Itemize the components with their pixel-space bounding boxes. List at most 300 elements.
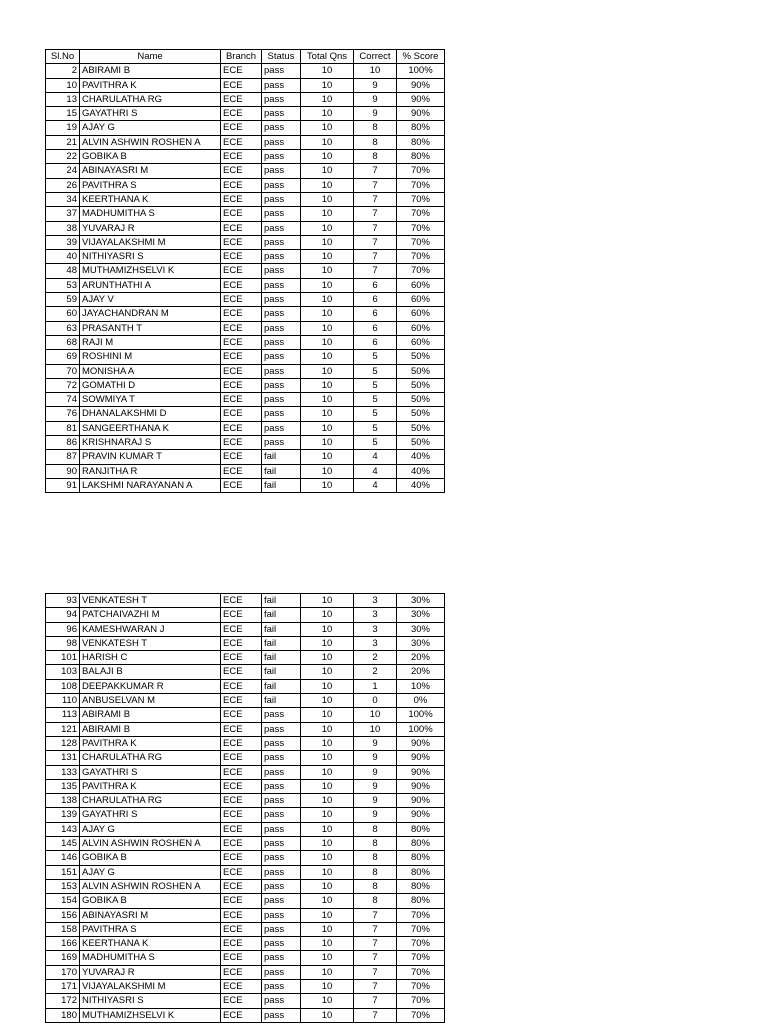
cell-name: PATCHAIVAZHI M xyxy=(80,608,221,622)
cell-score: 30% xyxy=(397,608,445,622)
cell-name: CHARULATHA RG xyxy=(80,794,221,808)
cell-score: 10% xyxy=(397,679,445,693)
cell-total-qns: 10 xyxy=(301,736,354,750)
cell-total-qns: 10 xyxy=(301,264,354,278)
cell-total-qns: 10 xyxy=(301,150,354,164)
cell-branch: ECE xyxy=(221,894,262,908)
cell-score: 80% xyxy=(397,851,445,865)
cell-total-qns: 10 xyxy=(301,851,354,865)
cell-name: GOMATHI D xyxy=(80,378,221,392)
table-row xyxy=(46,321,445,335)
cell-score: 80% xyxy=(397,150,445,164)
cell-branch: ECE xyxy=(221,594,262,608)
cell-sl-no: 15 xyxy=(46,107,80,121)
cell-score: 20% xyxy=(397,665,445,679)
cell-sl-no: 70 xyxy=(46,364,80,378)
cell-sl-no: 166 xyxy=(46,937,80,951)
cell-branch: ECE xyxy=(221,307,262,321)
cell-total-qns: 10 xyxy=(301,608,354,622)
cell-sl-no: 103 xyxy=(46,665,80,679)
cell-total-qns: 10 xyxy=(301,894,354,908)
cell-score: 70% xyxy=(397,235,445,249)
cell-sl-no: 68 xyxy=(46,335,80,349)
cell-name: YUVARAJ R xyxy=(80,221,221,235)
cell-branch: ECE xyxy=(221,879,262,893)
cell-score: 90% xyxy=(397,78,445,92)
cell-score: 70% xyxy=(397,994,445,1008)
table-row xyxy=(46,307,445,321)
cell-name: PAVITHRA S xyxy=(80,178,221,192)
cell-sl-no: 93 xyxy=(46,594,80,608)
header-status: Status xyxy=(262,50,301,64)
cell-sl-no: 34 xyxy=(46,192,80,206)
cell-status: pass xyxy=(262,364,301,378)
cell-correct: 5 xyxy=(354,393,397,407)
cell-correct: 1 xyxy=(354,679,397,693)
cell-status: pass xyxy=(262,421,301,435)
cell-correct: 10 xyxy=(354,64,397,78)
cell-correct: 7 xyxy=(354,951,397,965)
cell-correct: 6 xyxy=(354,307,397,321)
cell-total-qns: 10 xyxy=(301,965,354,979)
cell-name: ABIRAMI B xyxy=(80,64,221,78)
cell-sl-no: 146 xyxy=(46,851,80,865)
cell-correct: 8 xyxy=(354,822,397,836)
cell-status: pass xyxy=(262,150,301,164)
table-row xyxy=(46,665,445,679)
cell-sl-no: 180 xyxy=(46,1008,80,1022)
cell-score: 80% xyxy=(397,822,445,836)
cell-sl-no: 98 xyxy=(46,636,80,650)
cell-score: 20% xyxy=(397,651,445,665)
cell-correct: 7 xyxy=(354,192,397,206)
cell-sl-no: 37 xyxy=(46,207,80,221)
cell-branch: ECE xyxy=(221,478,262,492)
cell-correct: 6 xyxy=(354,321,397,335)
cell-name: GOBIKA B xyxy=(80,894,221,908)
cell-sl-no: 39 xyxy=(46,235,80,249)
cell-status: pass xyxy=(262,822,301,836)
cell-status: fail xyxy=(262,636,301,650)
cell-name: GAYATHRI S xyxy=(80,765,221,779)
cell-branch: ECE xyxy=(221,822,262,836)
cell-total-qns: 10 xyxy=(301,178,354,192)
cell-branch: ECE xyxy=(221,264,262,278)
cell-status: pass xyxy=(262,250,301,264)
cell-score: 70% xyxy=(397,207,445,221)
cell-sl-no: 74 xyxy=(46,393,80,407)
cell-status: fail xyxy=(262,622,301,636)
cell-branch: ECE xyxy=(221,207,262,221)
cell-total-qns: 10 xyxy=(301,937,354,951)
cell-status: pass xyxy=(262,894,301,908)
header-total-qns: Total Qns xyxy=(301,50,354,64)
cell-branch: ECE xyxy=(221,679,262,693)
cell-total-qns: 10 xyxy=(301,235,354,249)
cell-correct: 5 xyxy=(354,421,397,435)
cell-score: 50% xyxy=(397,378,445,392)
cell-status: pass xyxy=(262,879,301,893)
cell-status: fail xyxy=(262,665,301,679)
cell-name: ARUNTHATHI A xyxy=(80,278,221,292)
table-row xyxy=(46,393,445,407)
cell-status: pass xyxy=(262,135,301,149)
cell-branch: ECE xyxy=(221,736,262,750)
cell-status: pass xyxy=(262,751,301,765)
table-row xyxy=(46,937,445,951)
cell-sl-no: 40 xyxy=(46,250,80,264)
cell-sl-no: 53 xyxy=(46,278,80,292)
cell-status: pass xyxy=(262,278,301,292)
cell-score: 30% xyxy=(397,622,445,636)
table-row xyxy=(46,464,445,478)
cell-branch: ECE xyxy=(221,837,262,851)
cell-status: pass xyxy=(262,837,301,851)
cell-score: 90% xyxy=(397,736,445,750)
cell-status: pass xyxy=(262,407,301,421)
cell-total-qns: 10 xyxy=(301,393,354,407)
cell-sl-no: 48 xyxy=(46,264,80,278)
cell-branch: ECE xyxy=(221,378,262,392)
cell-total-qns: 10 xyxy=(301,192,354,206)
table-row xyxy=(46,980,445,994)
cell-score: 50% xyxy=(397,350,445,364)
cell-score: 100% xyxy=(397,722,445,736)
cell-total-qns: 10 xyxy=(301,207,354,221)
cell-sl-no: 143 xyxy=(46,822,80,836)
cell-branch: ECE xyxy=(221,293,262,307)
cell-score: 70% xyxy=(397,1008,445,1022)
cell-branch: ECE xyxy=(221,665,262,679)
cell-score: 80% xyxy=(397,135,445,149)
cell-status: pass xyxy=(262,436,301,450)
cell-branch: ECE xyxy=(221,278,262,292)
cell-score: 70% xyxy=(397,164,445,178)
cell-sl-no: 153 xyxy=(46,879,80,893)
cell-sl-no: 90 xyxy=(46,464,80,478)
table-row xyxy=(46,879,445,893)
table-row xyxy=(46,150,445,164)
cell-total-qns: 10 xyxy=(301,951,354,965)
cell-name: HARISH C xyxy=(80,651,221,665)
cell-branch: ECE xyxy=(221,321,262,335)
cell-total-qns: 10 xyxy=(301,980,354,994)
cell-sl-no: 154 xyxy=(46,894,80,908)
header-branch: Branch xyxy=(221,50,262,64)
cell-total-qns: 10 xyxy=(301,478,354,492)
cell-score: 60% xyxy=(397,307,445,321)
cell-name: KEERTHANA K xyxy=(80,937,221,951)
table-row xyxy=(46,951,445,965)
table-row xyxy=(46,350,445,364)
cell-branch: ECE xyxy=(221,922,262,936)
cell-status: pass xyxy=(262,908,301,922)
cell-total-qns: 10 xyxy=(301,278,354,292)
cell-correct: 7 xyxy=(354,994,397,1008)
cell-name: GAYATHRI S xyxy=(80,808,221,822)
cell-name: BALAJI B xyxy=(80,665,221,679)
cell-sl-no: 131 xyxy=(46,751,80,765)
cell-total-qns: 10 xyxy=(301,822,354,836)
cell-status: pass xyxy=(262,994,301,1008)
cell-branch: ECE xyxy=(221,908,262,922)
cell-status: pass xyxy=(262,335,301,349)
cell-correct: 7 xyxy=(354,164,397,178)
header-score: % Score xyxy=(397,50,445,64)
cell-sl-no: 170 xyxy=(46,965,80,979)
cell-score: 80% xyxy=(397,894,445,908)
cell-sl-no: 133 xyxy=(46,765,80,779)
cell-total-qns: 10 xyxy=(301,321,354,335)
cell-name: NITHIYASRI S xyxy=(80,994,221,1008)
cell-name: AJAY G xyxy=(80,822,221,836)
cell-correct: 6 xyxy=(354,335,397,349)
cell-total-qns: 10 xyxy=(301,636,354,650)
cell-name: RAJI M xyxy=(80,335,221,349)
cell-correct: 9 xyxy=(354,92,397,106)
results-table-1 xyxy=(45,49,445,493)
table-row xyxy=(46,594,445,608)
cell-score: 70% xyxy=(397,250,445,264)
cell-branch: ECE xyxy=(221,421,262,435)
cell-status: pass xyxy=(262,121,301,135)
cell-sl-no: 156 xyxy=(46,908,80,922)
cell-correct: 7 xyxy=(354,908,397,922)
cell-status: pass xyxy=(262,708,301,722)
cell-total-qns: 10 xyxy=(301,350,354,364)
header-row xyxy=(46,50,445,64)
cell-name: NITHIYASRI S xyxy=(80,250,221,264)
cell-status: pass xyxy=(262,951,301,965)
cell-correct: 8 xyxy=(354,121,397,135)
cell-name: ABIRAMI B xyxy=(80,722,221,736)
cell-score: 0% xyxy=(397,694,445,708)
cell-total-qns: 10 xyxy=(301,464,354,478)
cell-branch: ECE xyxy=(221,794,262,808)
cell-total-qns: 10 xyxy=(301,922,354,936)
cell-branch: ECE xyxy=(221,250,262,264)
cell-total-qns: 10 xyxy=(301,708,354,722)
cell-score: 70% xyxy=(397,965,445,979)
table-2-body xyxy=(46,594,445,1023)
cell-sl-no: 172 xyxy=(46,994,80,1008)
cell-status: pass xyxy=(262,164,301,178)
cell-correct: 9 xyxy=(354,736,397,750)
cell-branch: ECE xyxy=(221,951,262,965)
cell-sl-no: 10 xyxy=(46,78,80,92)
cell-branch: ECE xyxy=(221,851,262,865)
cell-name: VIJAYALAKSHMI M xyxy=(80,980,221,994)
cell-branch: ECE xyxy=(221,808,262,822)
cell-status: pass xyxy=(262,937,301,951)
cell-score: 90% xyxy=(397,808,445,822)
cell-branch: ECE xyxy=(221,121,262,135)
cell-score: 60% xyxy=(397,293,445,307)
cell-total-qns: 10 xyxy=(301,221,354,235)
cell-score: 30% xyxy=(397,636,445,650)
cell-name: GOBIKA B xyxy=(80,150,221,164)
cell-branch: ECE xyxy=(221,622,262,636)
cell-name: MUTHAMIZHSELVI K xyxy=(80,1008,221,1022)
table-row xyxy=(46,779,445,793)
cell-status: pass xyxy=(262,350,301,364)
cell-sl-no: 138 xyxy=(46,794,80,808)
cell-correct: 9 xyxy=(354,107,397,121)
cell-score: 60% xyxy=(397,335,445,349)
cell-name: DHANALAKSHMI D xyxy=(80,407,221,421)
cell-correct: 3 xyxy=(354,608,397,622)
table-row xyxy=(46,278,445,292)
table-row xyxy=(46,908,445,922)
cell-score: 70% xyxy=(397,980,445,994)
table-row xyxy=(46,1008,445,1022)
cell-score: 70% xyxy=(397,192,445,206)
cell-correct: 3 xyxy=(354,594,397,608)
results-table-2 xyxy=(45,593,445,1023)
cell-sl-no: 19 xyxy=(46,121,80,135)
cell-total-qns: 10 xyxy=(301,794,354,808)
cell-branch: ECE xyxy=(221,107,262,121)
table-row xyxy=(46,636,445,650)
cell-sl-no: 96 xyxy=(46,622,80,636)
cell-name: PAVITHRA S xyxy=(80,922,221,936)
cell-correct: 7 xyxy=(354,980,397,994)
cell-sl-no: 72 xyxy=(46,378,80,392)
cell-status: pass xyxy=(262,393,301,407)
cell-score: 80% xyxy=(397,837,445,851)
cell-correct: 9 xyxy=(354,765,397,779)
cell-sl-no: 22 xyxy=(46,150,80,164)
table-row xyxy=(46,421,445,435)
cell-correct: 9 xyxy=(354,751,397,765)
cell-name: MUTHAMIZHSELVI K xyxy=(80,264,221,278)
cell-name: ABIRAMI B xyxy=(80,708,221,722)
cell-branch: ECE xyxy=(221,135,262,149)
cell-total-qns: 10 xyxy=(301,250,354,264)
table-row xyxy=(46,722,445,736)
cell-branch: ECE xyxy=(221,235,262,249)
cell-total-qns: 10 xyxy=(301,994,354,1008)
cell-branch: ECE xyxy=(221,765,262,779)
cell-status: pass xyxy=(262,736,301,750)
cell-branch: ECE xyxy=(221,980,262,994)
cell-branch: ECE xyxy=(221,779,262,793)
cell-total-qns: 10 xyxy=(301,865,354,879)
table-row xyxy=(46,694,445,708)
cell-name: AJAY G xyxy=(80,121,221,135)
cell-status: pass xyxy=(262,235,301,249)
cell-status: pass xyxy=(262,779,301,793)
cell-correct: 6 xyxy=(354,278,397,292)
cell-status: pass xyxy=(262,865,301,879)
cell-correct: 9 xyxy=(354,808,397,822)
cell-name: ALVIN ASHWIN ROSHEN A xyxy=(80,879,221,893)
cell-name: CHARULATHA RG xyxy=(80,751,221,765)
cell-score: 50% xyxy=(397,436,445,450)
cell-branch: ECE xyxy=(221,407,262,421)
cell-status: pass xyxy=(262,922,301,936)
cell-score: 70% xyxy=(397,178,445,192)
cell-correct: 7 xyxy=(354,235,397,249)
cell-total-qns: 10 xyxy=(301,164,354,178)
cell-name: ABINAYASRI M xyxy=(80,908,221,922)
cell-sl-no: 135 xyxy=(46,779,80,793)
table-row xyxy=(46,708,445,722)
table-row xyxy=(46,235,445,249)
cell-correct: 5 xyxy=(354,364,397,378)
cell-correct: 2 xyxy=(354,651,397,665)
table-row xyxy=(46,994,445,1008)
table-row xyxy=(46,450,445,464)
cell-status: fail xyxy=(262,694,301,708)
table-row xyxy=(46,679,445,693)
cell-score: 70% xyxy=(397,264,445,278)
cell-status: pass xyxy=(262,321,301,335)
cell-total-qns: 10 xyxy=(301,808,354,822)
cell-total-qns: 10 xyxy=(301,908,354,922)
cell-sl-no: 94 xyxy=(46,608,80,622)
cell-score: 50% xyxy=(397,393,445,407)
table-row xyxy=(46,335,445,349)
cell-status: fail xyxy=(262,464,301,478)
table-row xyxy=(46,808,445,822)
cell-status: pass xyxy=(262,207,301,221)
cell-sl-no: 76 xyxy=(46,407,80,421)
cell-correct: 10 xyxy=(354,708,397,722)
cell-total-qns: 10 xyxy=(301,594,354,608)
cell-status: pass xyxy=(262,851,301,865)
cell-total-qns: 10 xyxy=(301,665,354,679)
cell-name: SOWMIYA T xyxy=(80,393,221,407)
cell-status: fail xyxy=(262,478,301,492)
cell-name: KRISHNARAJ S xyxy=(80,436,221,450)
cell-branch: ECE xyxy=(221,608,262,622)
table-row xyxy=(46,436,445,450)
cell-name: KAMESHWARAN J xyxy=(80,622,221,636)
cell-score: 50% xyxy=(397,364,445,378)
cell-status: fail xyxy=(262,450,301,464)
cell-branch: ECE xyxy=(221,192,262,206)
cell-total-qns: 10 xyxy=(301,92,354,106)
cell-correct: 5 xyxy=(354,378,397,392)
table-row xyxy=(46,894,445,908)
table-row xyxy=(46,221,445,235)
cell-name: VIJAYALAKSHMI M xyxy=(80,235,221,249)
cell-branch: ECE xyxy=(221,78,262,92)
cell-total-qns: 10 xyxy=(301,879,354,893)
cell-name: AJAY V xyxy=(80,293,221,307)
cell-score: 100% xyxy=(397,708,445,722)
cell-status: pass xyxy=(262,192,301,206)
cell-total-qns: 10 xyxy=(301,436,354,450)
cell-score: 50% xyxy=(397,421,445,435)
cell-correct: 5 xyxy=(354,407,397,421)
cell-name: PRAVIN KUMAR T xyxy=(80,450,221,464)
cell-branch: ECE xyxy=(221,221,262,235)
cell-correct: 7 xyxy=(354,965,397,979)
cell-sl-no: 2 xyxy=(46,64,80,78)
table-row xyxy=(46,751,445,765)
cell-score: 60% xyxy=(397,321,445,335)
table-row xyxy=(46,364,445,378)
table-row xyxy=(46,64,445,78)
cell-name: KEERTHANA K xyxy=(80,192,221,206)
cell-status: fail xyxy=(262,651,301,665)
cell-branch: ECE xyxy=(221,450,262,464)
cell-branch: ECE xyxy=(221,464,262,478)
cell-score: 80% xyxy=(397,879,445,893)
cell-sl-no: 145 xyxy=(46,837,80,851)
